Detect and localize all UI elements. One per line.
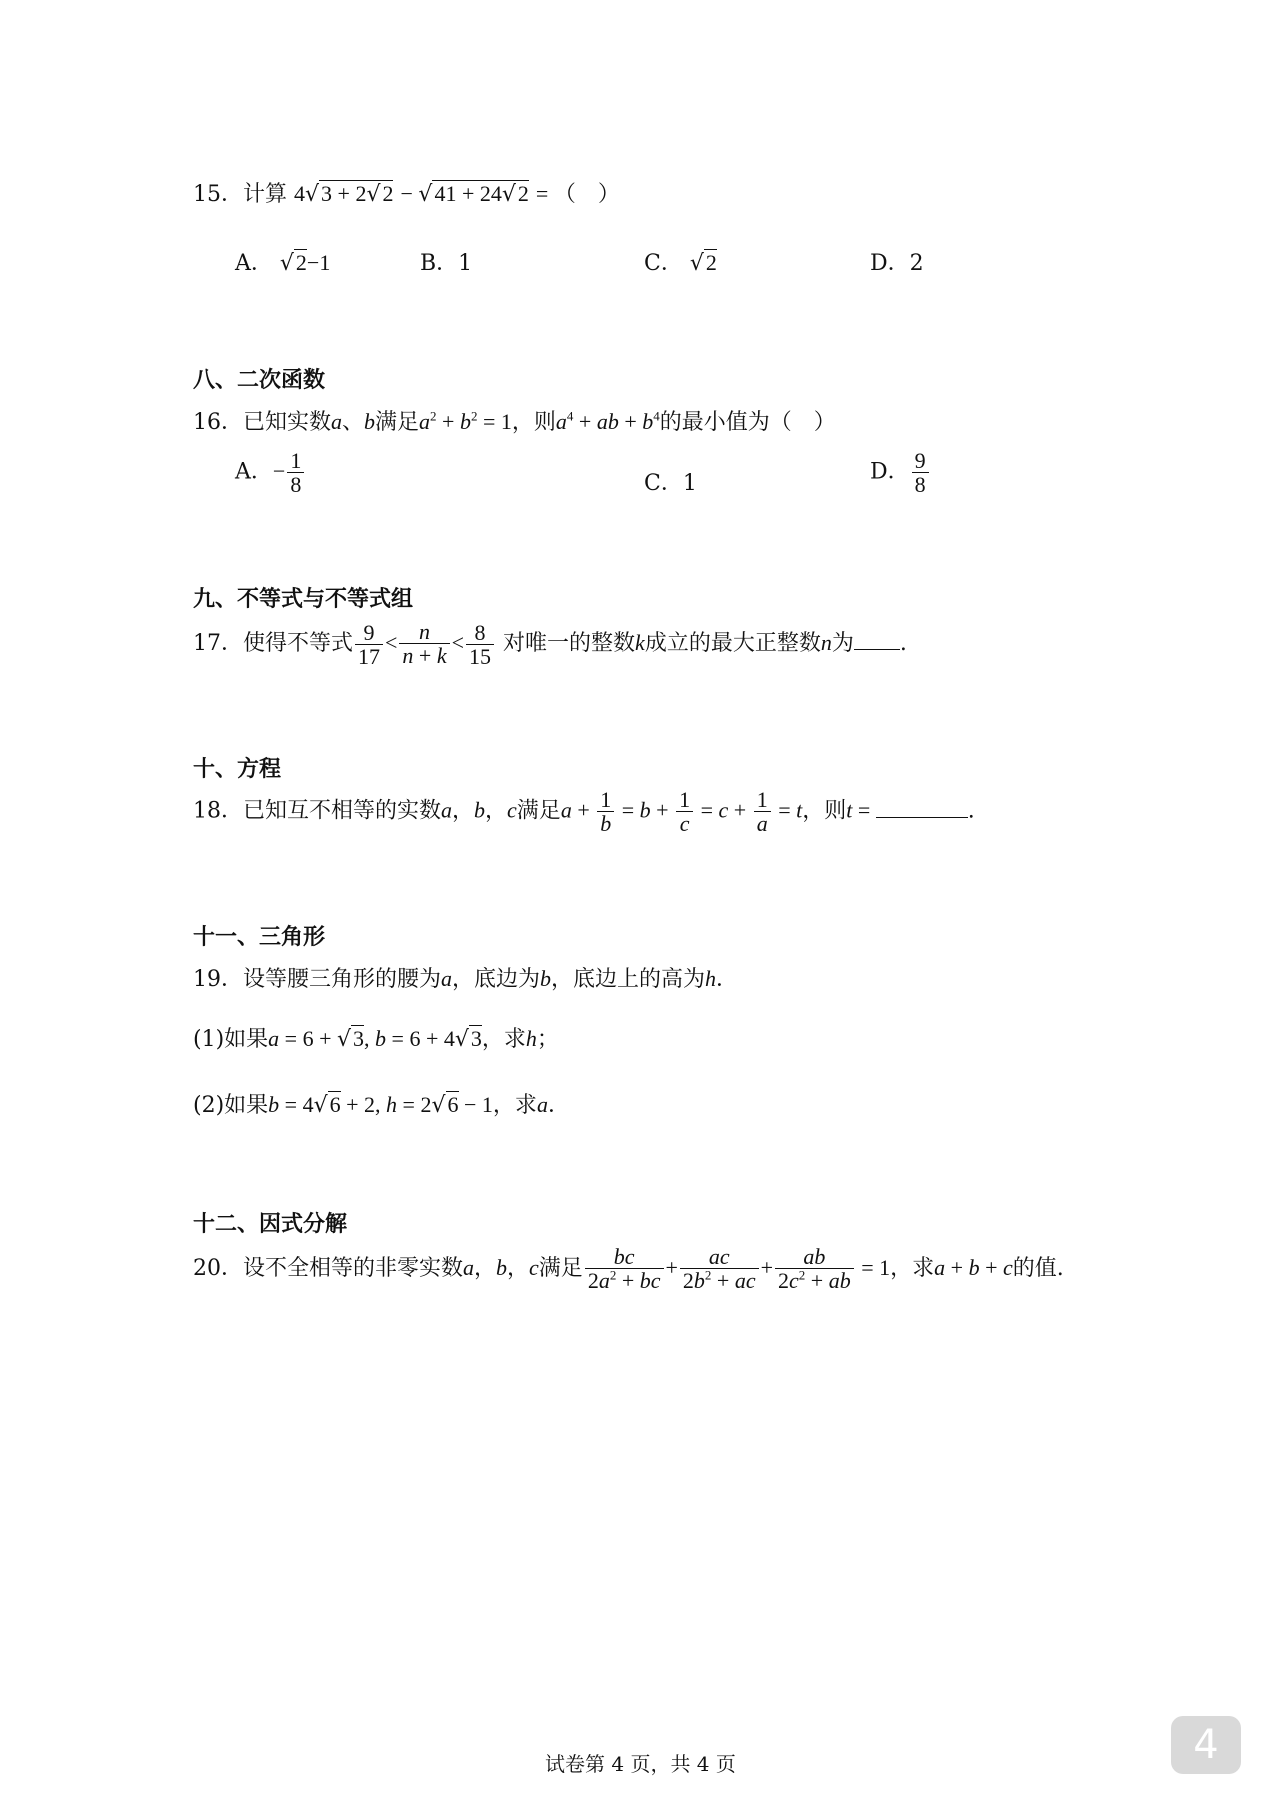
- answer-blank: [854, 631, 900, 650]
- q16-option-a: A．− $\frac{1}{8}$: [235, 449, 306, 496]
- q19-part-2: (2)如果b = 4√6 + 2, h = 2√6 − 1，求a．: [193, 1092, 570, 1118]
- q15-option-d: D．2: [870, 251, 924, 276]
- sqrt-expr: √41 + 24√2: [418, 181, 529, 207]
- q18-stem: 18．已知互不相等的实数a，b，c满足a + $\frac{1}{b}$ = b + $\frac{1}{c}$ = c + $\frac{1}{a}$ = t，则t = .: [193, 787, 975, 837]
- q15-option-b: B．1: [420, 251, 473, 276]
- q16-option-d: D． $\frac{9}{8}$: [870, 449, 931, 496]
- answer-blank: [876, 799, 968, 818]
- q19-part-1: (1)如果a = 6 + √3, b = 6 + 4√3，求h；: [193, 1026, 559, 1052]
- section-heading-12: 十二、因式分解: [193, 1211, 348, 1237]
- q19-stem: 19．设等腰三角形的腰为a，底边为b，底边上的高为h．: [193, 966, 739, 992]
- q16-stem: 16．已知实数a、b满足$a^2 + b^2 = 1$，则$a^4$ + ab + $b^4$的最小值为（ ）: [193, 408, 836, 435]
- q15-stem: 15．计算 4√3 + 2√2 − √41 + 24√2 = （ ）: [193, 181, 620, 207]
- q20-stem: 20．设不全相等的非零实数a，b，c满足 $\frac{bc}{2a^2 + bc}$ + $\frac{ac}{2b^2 + ac}$ + $\frac{ab}{2c^2 + ab}$ = 1，求a + b + c的值.: [193, 1244, 1064, 1294]
- q15-option-c: C． √2: [644, 250, 717, 276]
- page-number-badge: 4: [1171, 1716, 1241, 1774]
- section-heading-11: 十一、三角形: [193, 924, 326, 950]
- q16-option-c: C．1: [644, 471, 697, 496]
- section-heading-8: 八、二次函数: [193, 367, 326, 393]
- q15-option-a: A． √2−1: [235, 250, 331, 276]
- section-heading-9: 九、不等式与不等式组: [193, 586, 414, 612]
- page-footer: 试卷第 4 页，共 4 页: [545, 1752, 736, 1776]
- q17-stem: 17．使得不等式 $\frac{9}{17}$ < $\frac{n}{n + k}$ < $\frac{8}{15}$ 对唯一的整数k成立的最大正整数n为 .: [193, 619, 907, 669]
- sqrt-expr: √3 + 2√2: [305, 181, 394, 207]
- section-heading-10: 十、方程: [193, 756, 282, 782]
